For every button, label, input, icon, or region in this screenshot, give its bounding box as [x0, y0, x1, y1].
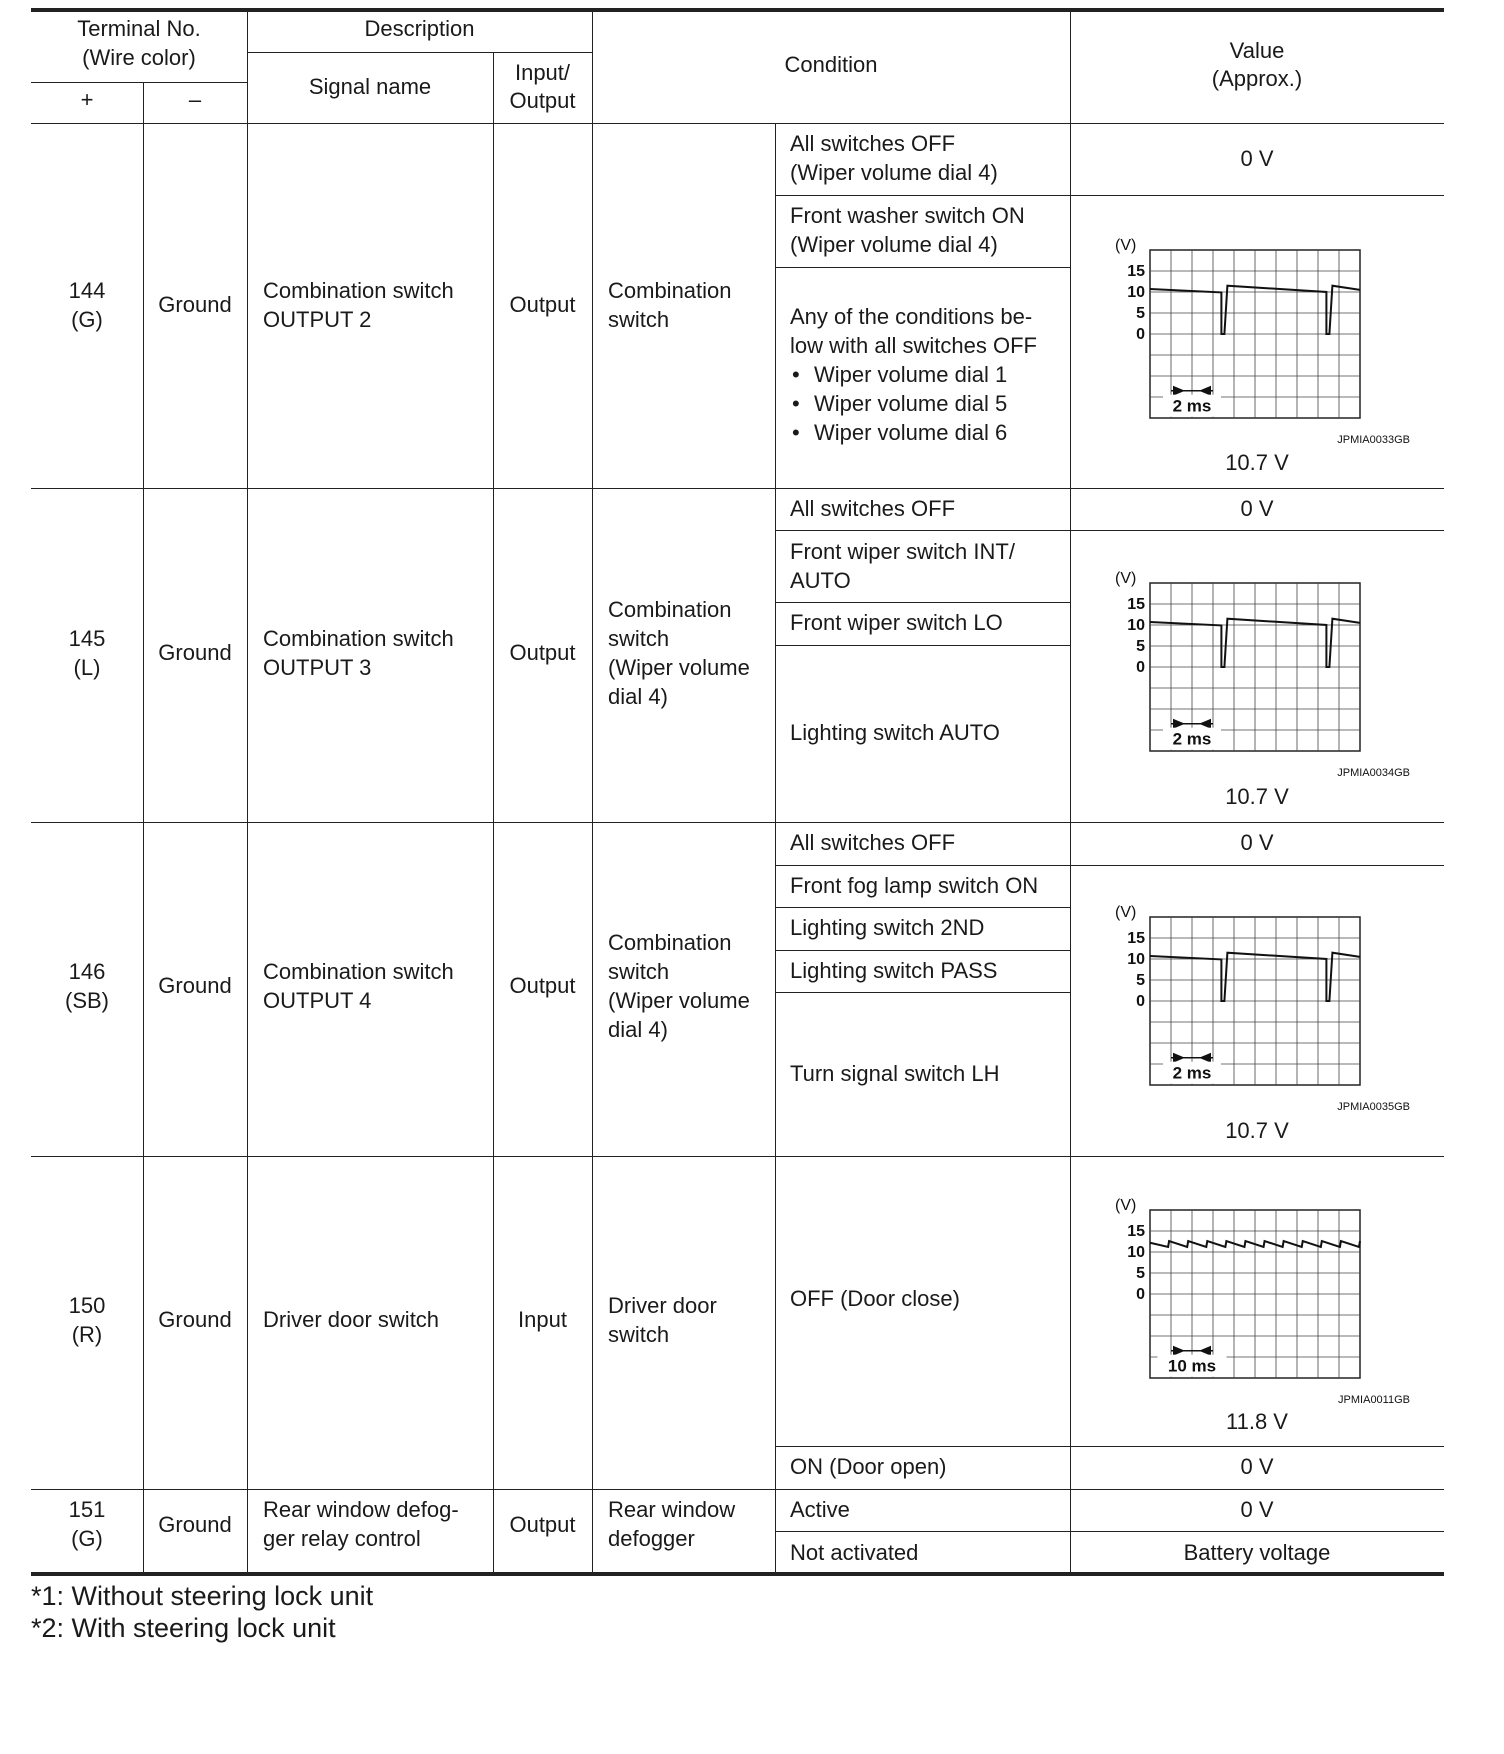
condition-sub: ON (Door open): [790, 1454, 947, 1479]
row-separator: [31, 488, 1444, 489]
rule: [31, 82, 247, 83]
ground-label: Ground: [158, 1307, 232, 1332]
io-label: Output: [509, 973, 576, 998]
axis-unit-label: (V): [1115, 237, 1137, 254]
axis-tick-label: 10: [1127, 1244, 1145, 1261]
wire-color: (G): [71, 307, 103, 332]
signal-name-2: OUTPUT 2: [263, 307, 372, 332]
waveform-chart: [1105, 563, 1415, 783]
header-io-1: Input/: [514, 60, 571, 85]
rule: [247, 52, 592, 53]
waveform-svg: [1105, 230, 1415, 450]
condition-main-2: switch: [608, 307, 670, 332]
terminal-144: 144: [68, 278, 106, 303]
condition-sub: Not activated: [790, 1540, 919, 1565]
timebase-arrow: [1199, 1053, 1211, 1063]
condition-sub: Front wiper switch INT/: [790, 539, 1015, 564]
timebase-arrow: [1173, 1346, 1185, 1356]
condition-sub: (Wiper volume dial 4): [790, 160, 998, 185]
table-top-rule: [31, 8, 1444, 12]
header-description: Description: [364, 16, 475, 41]
io-label: Output: [509, 640, 576, 665]
axis-tick-label: 0: [1136, 993, 1145, 1010]
axis-tick-label: 10: [1127, 284, 1145, 301]
figure-code: JPMIA0035GB: [1337, 1101, 1410, 1113]
footnote-2: *2: With steering lock unit: [31, 1613, 336, 1643]
footnote-1: *1: Without steering lock unit: [31, 1581, 374, 1611]
header-terminal-no: Terminal No.: [77, 16, 201, 41]
axis-tick-label: 5: [1136, 972, 1145, 989]
figure-code: JPMIA0033GB: [1337, 434, 1410, 446]
signal-name-2: OUTPUT 4: [263, 988, 372, 1013]
rule: [775, 267, 1070, 268]
rule: [247, 10, 248, 1574]
timebase-arrow: [1173, 386, 1185, 396]
rule: [775, 865, 1444, 866]
timebase-label: 2 ms: [1172, 729, 1212, 749]
ground-label: Ground: [158, 973, 232, 998]
condition-main: Driver door: [608, 1293, 717, 1318]
terminal-146: 146: [68, 959, 106, 984]
condition-sub: Turn signal switch LH: [790, 1061, 1000, 1086]
row-separator: [31, 822, 1444, 823]
condition-main-2: defogger: [608, 1526, 695, 1551]
axis-tick-label: 0: [1136, 1286, 1145, 1303]
signal-name: Combination switch: [263, 959, 454, 984]
condition-sub: low with all switches OFF: [790, 333, 1037, 358]
timebase-arrow: [1173, 719, 1185, 729]
ground-label: Ground: [158, 292, 232, 317]
signal-name: Combination switch: [263, 626, 454, 651]
wire-color: (R): [71, 1322, 103, 1347]
axis-unit-label: (V): [1115, 570, 1137, 587]
axis-tick-label: 0: [1136, 659, 1145, 676]
timebase-label: 2 ms: [1172, 396, 1212, 416]
header-minus: –: [188, 87, 202, 112]
value-text: Battery voltage: [1183, 1540, 1331, 1565]
timebase-arrow: [1199, 1346, 1211, 1356]
condition-sub: All switches OFF: [790, 131, 956, 156]
value-text: 10.7 V: [1225, 450, 1289, 475]
waveform-svg: [1105, 897, 1415, 1117]
waveform-chart: [1105, 1190, 1415, 1410]
rule: [592, 10, 593, 1574]
rule: [775, 950, 1070, 951]
condition-main-2: switch: [608, 959, 670, 984]
condition-sub: All switches OFF: [790, 496, 956, 521]
condition-main: Combination: [608, 278, 732, 303]
condition-main-3: (Wiper volume: [608, 988, 750, 1013]
rule: [775, 907, 1070, 908]
rule: [775, 1446, 1444, 1447]
axis-tick-label: 10: [1127, 951, 1145, 968]
value-text: 0 V: [1240, 496, 1274, 521]
axis-tick-label: 5: [1136, 1265, 1145, 1282]
condition-main: Rear window: [608, 1497, 736, 1522]
io-label: Input: [518, 1307, 567, 1332]
header-value-1: Value: [1229, 38, 1285, 63]
rule: [775, 602, 1070, 603]
condition-main-4: dial 4): [608, 1017, 668, 1042]
waveform-chart: [1105, 897, 1415, 1117]
condition-main-4: dial 4): [608, 684, 668, 709]
table-bottom-rule: [31, 1572, 1444, 1576]
io-label: Output: [509, 1512, 576, 1537]
header-wire-color: (Wire color): [82, 45, 196, 70]
rule: [775, 645, 1070, 646]
header-value-2: (Approx.): [1211, 66, 1303, 91]
condition-sub: Lighting switch AUTO: [790, 720, 1000, 745]
terminal-150: 150: [68, 1293, 106, 1318]
axis-tick-label: 15: [1127, 263, 1145, 280]
axis-tick-label: 0: [1136, 326, 1145, 343]
rule: [775, 123, 776, 1574]
signal-name: Combination switch: [263, 278, 454, 303]
rule: [775, 1531, 1444, 1532]
signal-name: Rear window defog-: [263, 1497, 459, 1522]
figure-code: JPMIA0034GB: [1337, 767, 1410, 779]
row-separator: [31, 1156, 1444, 1157]
value-text: 0 V: [1240, 1454, 1274, 1479]
terminal-151: 151: [68, 1497, 106, 1522]
condition-sub: AUTO: [790, 568, 851, 593]
rule: [775, 530, 1444, 531]
io-label: Output: [509, 292, 576, 317]
condition-main-3: (Wiper volume: [608, 655, 750, 680]
value-text: 0 V: [1240, 146, 1274, 171]
bullet-item: • Wiper volume dial 6: [790, 418, 1007, 447]
bullet-item: • Wiper volume dial 5: [790, 389, 1007, 418]
timebase-label: 2 ms: [1172, 1063, 1212, 1083]
header-signal-name: Signal name: [308, 74, 432, 99]
wire-color: (L): [73, 655, 101, 680]
axis-tick-label: 5: [1136, 305, 1145, 322]
rule: [493, 52, 494, 1574]
waveform-svg: [1105, 1190, 1415, 1410]
value-text: 10.7 V: [1225, 1118, 1289, 1143]
condition-sub: Active: [790, 1497, 850, 1522]
signal-name-2: ger relay control: [263, 1526, 421, 1551]
axis-tick-label: 5: [1136, 638, 1145, 655]
signal-name: Driver door switch: [263, 1307, 440, 1332]
condition-main-2: switch: [608, 1322, 670, 1347]
timebase-arrow: [1199, 386, 1211, 396]
condition-sub: OFF (Door close): [790, 1286, 960, 1311]
signal-name-2: OUTPUT 3: [263, 655, 372, 680]
ground-label: Ground: [158, 640, 232, 665]
value-text: 11.8 V: [1226, 1409, 1288, 1434]
axis-tick-label: 15: [1127, 930, 1145, 947]
header-condition: Condition: [784, 52, 878, 77]
waveform-svg: [1105, 563, 1415, 783]
terminal-145: 145: [68, 626, 106, 651]
rule: [775, 195, 1444, 196]
condition-main: Combination: [608, 930, 732, 955]
condition-sub: (Wiper volume dial 4): [790, 232, 998, 257]
condition-sub: Front fog lamp switch ON: [790, 873, 1039, 898]
timebase-label: 10 ms: [1167, 1356, 1217, 1376]
axis-tick-label: 15: [1127, 596, 1145, 613]
header-io-2: Output: [509, 88, 576, 113]
timebase-arrow: [1173, 1053, 1185, 1063]
condition-sub: Lighting switch 2ND: [790, 915, 985, 940]
value-text: 10.7 V: [1225, 784, 1289, 809]
condition-sub: Front washer switch ON: [790, 203, 1025, 228]
condition-bullet-list: [790, 360, 1007, 447]
condition-sub: All switches OFF: [790, 830, 956, 855]
condition-main: Combination: [608, 597, 732, 622]
rule: [775, 992, 1070, 993]
value-text: 0 V: [1240, 830, 1274, 855]
timebase-arrow: [1199, 719, 1211, 729]
ground-label: Ground: [158, 1512, 232, 1537]
axis-tick-label: 15: [1127, 1223, 1145, 1240]
row-separator: [31, 1489, 1444, 1490]
wire-color: (SB): [65, 988, 109, 1013]
condition-sub: Front wiper switch LO: [790, 610, 1003, 635]
value-text: 0 V: [1240, 1497, 1274, 1522]
condition-main-2: switch: [608, 626, 670, 651]
header-bottom-rule: [31, 123, 1444, 124]
axis-tick-label: 10: [1127, 617, 1145, 634]
header-plus: +: [80, 87, 94, 112]
axis-unit-label: (V): [1115, 904, 1137, 921]
axis-unit-label: (V): [1115, 1197, 1137, 1214]
bullet-item: • Wiper volume dial 1: [790, 360, 1007, 389]
condition-sub: Any of the conditions be-: [790, 304, 1033, 329]
wire-color: (G): [71, 1526, 103, 1551]
waveform-chart: [1105, 230, 1415, 450]
figure-code: JPMIA0011GB: [1338, 1394, 1410, 1406]
condition-sub: Lighting switch PASS: [790, 958, 998, 983]
